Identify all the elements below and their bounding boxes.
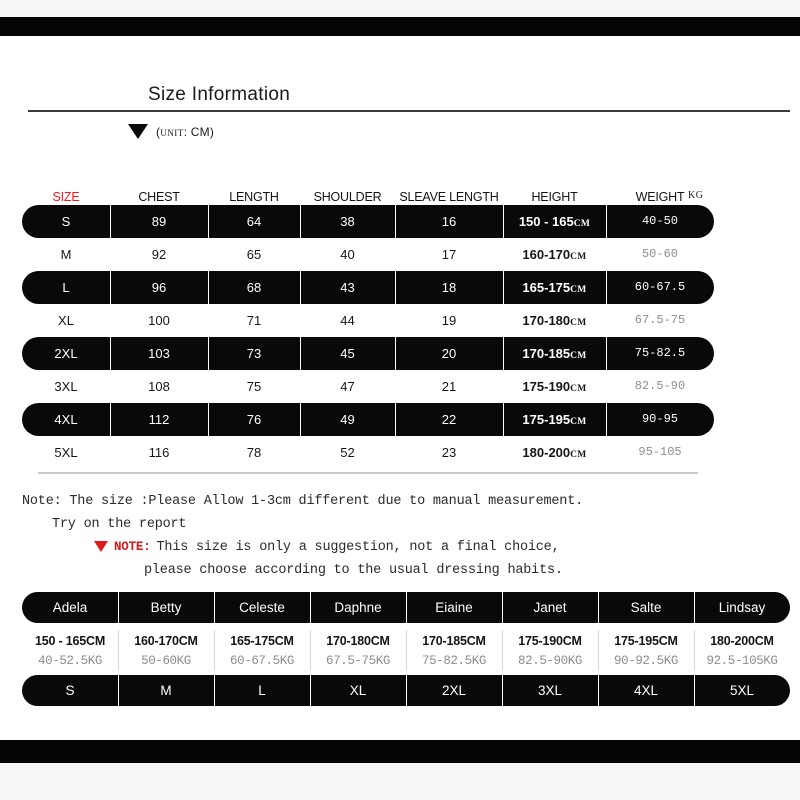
model-name-cell: Salte bbox=[598, 592, 694, 623]
model-spec-cell bbox=[598, 628, 694, 675]
cell-weight: 90-95 bbox=[606, 403, 714, 436]
cell-shoulder: 43 bbox=[300, 271, 395, 304]
note-line-1: Note: The size :Please Allow 1-3cm different due to manual measurement. bbox=[22, 494, 583, 509]
cell-height: 170-180CM bbox=[522, 313, 587, 328]
column-header-length: LENGTH bbox=[229, 190, 279, 204]
cell-length: 64 bbox=[208, 205, 300, 238]
model-height: 170-185CM bbox=[422, 634, 486, 648]
unit-label bbox=[156, 125, 214, 139]
unit-row bbox=[128, 124, 214, 139]
cell-chest: 108 bbox=[148, 379, 170, 394]
cell-length: 78 bbox=[246, 445, 262, 460]
cell-chest: 96 bbox=[110, 271, 208, 304]
cell-chest: 100 bbox=[148, 313, 170, 328]
model-size-cell: 3XL bbox=[502, 675, 598, 706]
model-height: 150 - 165CM bbox=[34, 634, 106, 648]
column-header-weight: WEIGHT bbox=[635, 190, 685, 204]
model-height: 165-175CM bbox=[230, 634, 294, 648]
model-name-cell: Daphne bbox=[310, 592, 406, 623]
cell-sleave: 23 bbox=[441, 445, 457, 460]
cell-shoulder: 40 bbox=[340, 247, 355, 262]
model-spec-cell bbox=[118, 628, 214, 675]
size-table-header bbox=[22, 183, 714, 205]
size-table-row bbox=[22, 304, 714, 337]
cell-height: 160-170CM bbox=[522, 247, 587, 262]
cell-height: 150 - 165CM bbox=[503, 205, 606, 238]
model-height: 175-195CM bbox=[614, 634, 678, 648]
cell-sleave: 18 bbox=[395, 271, 503, 304]
model-height: 170-180CM bbox=[326, 634, 390, 648]
size-table-row bbox=[22, 337, 714, 370]
model-weight: 90-92.5KG bbox=[614, 654, 678, 668]
model-weight: 60-67.5KG bbox=[230, 654, 294, 668]
note-keyword: NOTE: bbox=[114, 540, 151, 554]
cell-length: 75 bbox=[246, 379, 262, 394]
size-table bbox=[22, 183, 714, 469]
cell-sleave: 17 bbox=[441, 247, 457, 262]
model-name-cell: Janet bbox=[502, 592, 598, 623]
model-size-cell: XL bbox=[310, 675, 406, 706]
weight-kg-note: KG bbox=[688, 190, 704, 201]
column-header-size: SIZE bbox=[52, 190, 80, 204]
cell-size: L bbox=[62, 280, 70, 295]
page-top-bleed bbox=[0, 0, 800, 17]
table-bottom-divider bbox=[38, 472, 698, 474]
model-spec-cell bbox=[502, 628, 598, 675]
cell-height: 175-190CM bbox=[522, 379, 587, 394]
size-table-row bbox=[22, 271, 714, 304]
note-line-2: Try on the report bbox=[52, 517, 187, 532]
model-weight: 82.5-90KG bbox=[518, 654, 582, 668]
size-table-row bbox=[22, 205, 714, 238]
note-line-4: please choose according to the usual dressing habits. bbox=[144, 563, 563, 578]
cell-weight: 50-60 bbox=[641, 247, 678, 261]
size-table-row bbox=[22, 403, 714, 436]
cell-height: 165-175CM bbox=[503, 271, 606, 304]
cell-weight: 82.5-90 bbox=[634, 379, 686, 393]
model-name-cell: Eiaine bbox=[406, 592, 502, 623]
model-size-cell: 2XL bbox=[406, 675, 502, 706]
cell-weight: 60-67.5 bbox=[606, 271, 714, 304]
cell-size: S bbox=[61, 214, 71, 229]
size-table-body bbox=[22, 205, 714, 469]
model-weight: 92.5-105KG bbox=[706, 654, 778, 668]
cell-chest: 92 bbox=[151, 247, 167, 262]
cell-size: 3XL bbox=[54, 379, 78, 394]
cell-shoulder: 45 bbox=[300, 337, 395, 370]
unit-prefix: ( bbox=[156, 124, 161, 139]
model-size-cell: 5XL bbox=[694, 675, 790, 706]
cell-chest: 89 bbox=[110, 205, 208, 238]
triangle-down-icon bbox=[94, 541, 108, 552]
cell-size: XL bbox=[58, 313, 74, 328]
cell-shoulder: 38 bbox=[300, 205, 395, 238]
model-weight: 67.5-75KG bbox=[326, 654, 390, 668]
model-size-row bbox=[22, 675, 790, 706]
model-name-row bbox=[22, 592, 790, 623]
column-header-sleave-length: SLEAVE LENGTH bbox=[399, 190, 499, 204]
model-weight: 50-60KG bbox=[141, 654, 191, 668]
cell-weight: 67.5-75 bbox=[634, 313, 686, 327]
cell-weight: 40-50 bbox=[606, 205, 714, 238]
model-weight: 75-82.5KG bbox=[422, 654, 486, 668]
unit-word: UNIT bbox=[160, 127, 184, 138]
cell-shoulder: 47 bbox=[340, 379, 355, 394]
cell-sleave: 21 bbox=[441, 379, 457, 394]
cell-sleave: 22 bbox=[395, 403, 503, 436]
cell-shoulder: 52 bbox=[340, 445, 355, 460]
model-name-cell: Lindsay bbox=[694, 592, 790, 623]
note-line-3-row bbox=[22, 536, 782, 559]
model-spec-cell bbox=[406, 628, 502, 675]
cell-weight: 95-105 bbox=[638, 445, 682, 459]
size-table-row bbox=[22, 238, 714, 271]
cell-chest: 116 bbox=[148, 445, 170, 460]
size-table-row bbox=[22, 436, 714, 469]
title-divider bbox=[28, 110, 790, 112]
cell-chest: 103 bbox=[110, 337, 208, 370]
cell-length: 76 bbox=[208, 403, 300, 436]
cell-size: 4XL bbox=[54, 412, 78, 427]
model-height: 175-190CM bbox=[518, 634, 582, 648]
cell-size: M bbox=[60, 247, 72, 262]
unit-value: CM) bbox=[190, 124, 215, 139]
cell-length: 73 bbox=[208, 337, 300, 370]
model-spec-cell bbox=[694, 628, 790, 675]
note-line-3: This size is only a suggestion, not a final choice, bbox=[156, 540, 560, 555]
cell-height: 180-200CM bbox=[522, 445, 587, 460]
cell-height: 170-185CM bbox=[503, 337, 606, 370]
model-size-cell: S bbox=[65, 683, 75, 698]
notes-block bbox=[22, 490, 782, 582]
model-weight: 40-52.5KG bbox=[38, 654, 102, 668]
model-size-cell: 4XL bbox=[598, 675, 694, 706]
model-name-cell: Adela bbox=[52, 600, 88, 615]
cell-shoulder: 44 bbox=[340, 313, 355, 328]
page-bottom-bleed bbox=[0, 763, 800, 800]
page-title: Size Information bbox=[148, 84, 291, 105]
cell-chest: 112 bbox=[110, 403, 208, 436]
cell-height: 175-195CM bbox=[503, 403, 606, 436]
cell-length: 71 bbox=[246, 313, 262, 328]
column-header-height: HEIGHT bbox=[531, 190, 578, 204]
cell-weight: 75-82.5 bbox=[606, 337, 714, 370]
model-spec-cell bbox=[214, 628, 310, 675]
model-size-cell: M bbox=[118, 675, 214, 706]
model-size-cell: L bbox=[214, 675, 310, 706]
cell-length: 68 bbox=[208, 271, 300, 304]
cell-size: 5XL bbox=[54, 445, 78, 460]
cell-sleave: 20 bbox=[395, 337, 503, 370]
model-name-cell: Betty bbox=[118, 592, 214, 623]
model-height: 180-200CM bbox=[710, 634, 774, 648]
top-black-bar bbox=[0, 17, 800, 36]
cell-length: 65 bbox=[246, 247, 262, 262]
unit-separator: : bbox=[183, 124, 188, 139]
model-name-cell: Celeste bbox=[214, 592, 310, 623]
cell-sleave: 16 bbox=[395, 205, 503, 238]
model-spec-cell bbox=[22, 628, 118, 675]
model-spec-row bbox=[22, 628, 790, 675]
model-reference-table bbox=[22, 592, 790, 706]
cell-shoulder: 49 bbox=[300, 403, 395, 436]
bottom-black-bar bbox=[0, 740, 800, 763]
model-height: 160-170CM bbox=[134, 634, 198, 648]
column-header-chest: CHEST bbox=[138, 190, 180, 204]
triangle-down-icon bbox=[128, 124, 148, 139]
cell-size: 2XL bbox=[54, 346, 78, 361]
size-table-row bbox=[22, 370, 714, 403]
model-spec-cell bbox=[310, 628, 406, 675]
column-header-shoulder: SHOULDER bbox=[313, 190, 382, 204]
cell-sleave: 19 bbox=[441, 313, 457, 328]
